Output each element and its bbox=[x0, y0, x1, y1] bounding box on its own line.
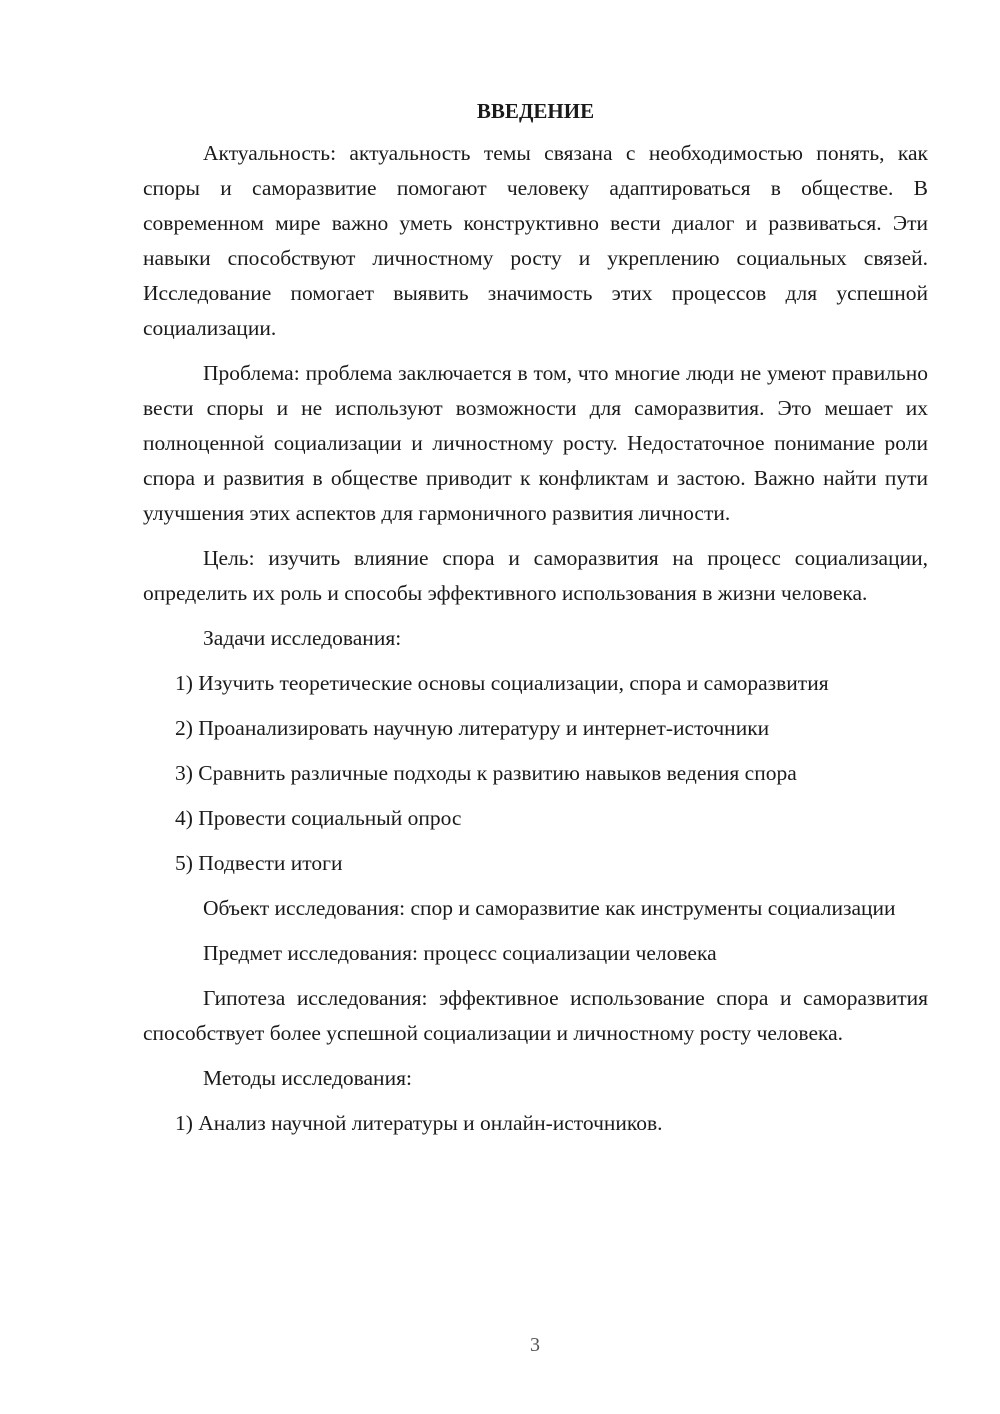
list-item-task: 3) Сравнить различные подходы к развитию навыков ведения спора bbox=[175, 761, 797, 785]
list-item-task: 5) Подвести итоги bbox=[175, 851, 343, 875]
paragraph-object: Объект исследования: спор и саморазвитие как инструменты социализации bbox=[203, 896, 896, 920]
methods-heading: Методы исследования: bbox=[203, 1066, 412, 1090]
paragraph-goal: Цель: изучить влияние спора и саморазвития на процесс социализации, определить их роль и способы эффективного использования в жизни человека. bbox=[143, 546, 928, 605]
page-number: 3 bbox=[530, 1334, 540, 1356]
list-item-task: 1) Изучить теоретические основы социализации, спора и саморазвития bbox=[175, 671, 829, 695]
list-item-task: 2) Проанализировать научную литературу и интернет-источники bbox=[175, 716, 770, 740]
page-title: ВВЕДЕНИЕ bbox=[476, 99, 595, 123]
paragraph-problem: Проблема: проблема заключается в том, что многие люди не умеют правильно вести споры и не используют возможности для саморазвития. Это мешает их полноценной социализации и личностному росту. Недостаточное понимание роли спора и развития в обществе приводит к конфликтам и застою. Важно найти пути улучшения этих аспектов для гармоничного развития личности. bbox=[143, 361, 928, 525]
list-item-method: 1) Анализ научной литературы и онлайн-источников. bbox=[175, 1111, 663, 1135]
paragraph-subject: Предмет исследования: процесс социализации человека bbox=[203, 941, 717, 965]
tasks-heading: Задачи исследования: bbox=[203, 626, 402, 650]
paragraph-hypothesis: Гипотеза исследования: эффективное использование спора и саморазвития способствует более успешной социализации и личностному росту человека. bbox=[143, 986, 928, 1045]
paragraph-actuality: Актуальность: актуальность темы связана с необходимостью понять, как споры и саморазвитие помогают человеку адаптироваться в обществе. В современном мире важно уметь конструктивно вести диалог и развиваться. Эти навыки способствуют личностному росту и укреплению социальных связей. Исследование помогает выявить значимость этих процессов для успешной социализации. bbox=[143, 141, 928, 340]
list-item-task: 4) Провести социальный опрос bbox=[175, 806, 462, 830]
document-page bbox=[143, 96, 928, 1151]
